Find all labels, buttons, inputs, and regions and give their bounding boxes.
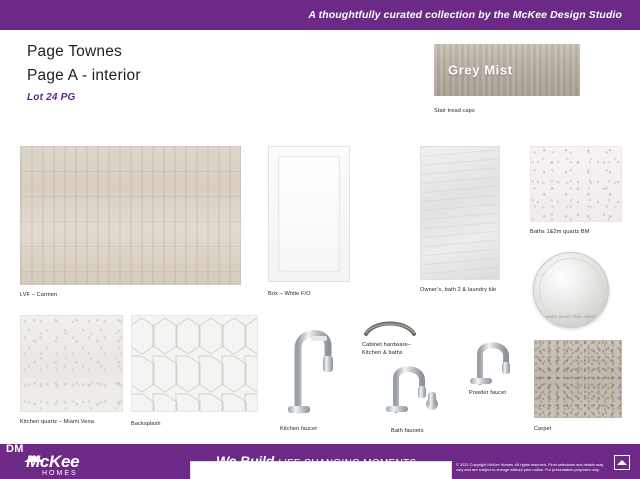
caption-bath-faucets: Bath fauoets: [391, 428, 424, 434]
footer-banner: [0, 444, 640, 479]
swatch-kitchen-faucet: [278, 314, 348, 418]
swatch-backsplash: [131, 315, 258, 412]
caption-carpet: Carpet: [534, 426, 552, 432]
baths-quartz-texture: [530, 146, 622, 222]
kitchen-faucet-icon: [278, 314, 348, 418]
carpet-texture: [534, 340, 622, 418]
page-title: Page Townes: [27, 43, 122, 60]
dm-label: DM: [6, 443, 24, 455]
stair-tread-overlay-label: Grey Mist: [448, 62, 513, 78]
swatch-lvf-carmen: [20, 146, 241, 285]
backsplash-pattern-icon: [132, 316, 258, 412]
paint-lid-label: PAINT DOOR TRIM / PAINT: [546, 315, 596, 319]
eho-house-shape: [617, 460, 627, 465]
swatch-paint-lid: [533, 252, 609, 328]
lvf-texture: [20, 146, 241, 285]
footer-tagline-caps: LIFE CHANGING MOMENTS: [278, 458, 417, 469]
header-banner: [0, 0, 640, 30]
copyright-text: © 2021 Copyright McKee Homes. All rights reserved. Final selections and details may vary and are subject to change without prior notice. For presentation purposes only.: [456, 461, 604, 473]
footer-tagline: [216, 453, 416, 471]
backsplash-texture: [131, 315, 258, 412]
equal-housing-opportunity-icon: [614, 455, 630, 470]
page-title-group: [27, 40, 141, 103]
page-subtitle: Page A - interior: [27, 67, 141, 84]
caption-cabinet-hardware: Cabinet hardware– Kitchen & baths: [362, 342, 411, 356]
caption-lvf-carmen: LVF – Carmen: [20, 292, 58, 298]
caption-kitchen-faucet: Kitchen faucet: [280, 426, 317, 432]
footer-tagline-script: We Build: [216, 453, 275, 469]
bath-faucet-icon: [382, 348, 452, 420]
swatch-owners-bath-tile: [420, 146, 500, 280]
cabinet-door-texture: [268, 146, 350, 282]
caption-brix-white-fo: Brix – White F/O: [268, 291, 311, 297]
kitchen-quartz-texture: [20, 315, 123, 412]
bath-tile-texture: [420, 146, 500, 280]
stair-tread-texture: [434, 44, 580, 96]
cabinet-pull-icon: [362, 318, 418, 338]
caption-kitchen-quartz: Kitchen quartz – Miami Vena: [20, 419, 94, 425]
swatch-carpet: [534, 340, 622, 418]
swatch-bath-faucets: [382, 348, 452, 420]
mckee-homes-logo: [26, 453, 79, 477]
logo-sub: HOMES: [42, 470, 78, 477]
swatch-stair-tread-caps: [434, 44, 580, 96]
swatch-brix-white-fo: [268, 146, 350, 282]
swatch-kitchen-quartz: [20, 315, 123, 412]
paint-lid-rim: [539, 258, 603, 322]
swatch-baths-quartz-bm: [530, 146, 622, 222]
caption-powder-faucet: Powder faucet: [469, 390, 507, 396]
swatch-powder-faucet: [464, 330, 524, 392]
caption-stair-tread-caps: Stair tread caps: [434, 108, 475, 114]
caption-baths-quartz-bm: Baths 1&2m quartz BM: [530, 229, 590, 235]
logo-name: McKee: [26, 452, 80, 471]
lot-label: Lot 24 PG: [27, 92, 76, 103]
swatch-cabinet-hardware: [362, 318, 418, 338]
cabinet-door-panel: [278, 156, 340, 271]
caption-backsplash: Backsplash: [131, 421, 161, 427]
header-tagline: A thoughtfully curated collection by the McKee Design Studio: [308, 9, 622, 21]
caption-owners-bath-tile: Owner’s, bath 2 & laundry tile: [420, 287, 497, 293]
powder-faucet-icon: [464, 330, 524, 392]
